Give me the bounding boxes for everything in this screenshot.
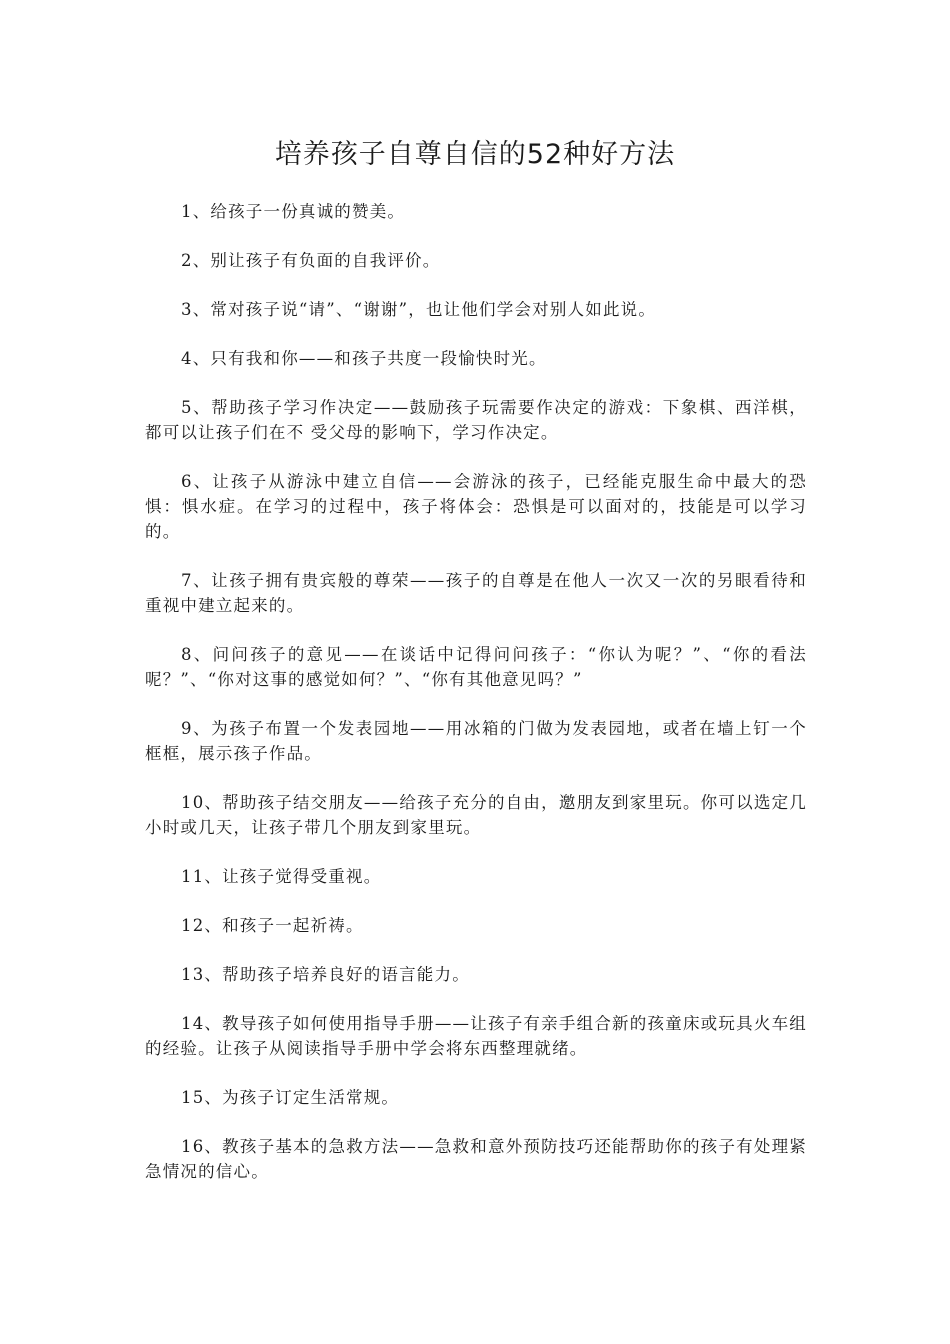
paragraph-10: 10、帮助孩子结交朋友——给孩子充分的自由，邀朋友到家里玩。你可以选定几小时或几天，让孩子带几个朋友到家里玩。 xyxy=(145,793,807,837)
paragraph-7: 7、让孩子拥有贵宾般的尊荣——孩子的自尊是在他人一次又一次的另眼看待和重视中建立起来的。 xyxy=(145,571,807,615)
paragraph-1: 1、给孩子一份真诚的赞美。 xyxy=(181,202,406,221)
paragraph-2: 2、别让孩子有负面的自我评价。 xyxy=(181,251,441,270)
paragraph-8: 8、问问孩子的意见——在谈话中记得问问孩子：“你认为呢？”、“你的看法呢？”、“你对这事的感觉如何？”、“你有其他意见吗？” xyxy=(145,645,807,689)
document-body xyxy=(145,199,807,1208)
paragraph-5: 5、帮助孩子学习作决定——鼓励孩子玩需要作决定的游戏：下象棋、西洋棋，都可以让孩子们在不 受父母的影响下，学习作决定。 xyxy=(145,398,807,442)
paragraph-15: 15、为孩子订定生活常规。 xyxy=(181,1088,400,1107)
paragraph-9: 9、为孩子布置一个发表园地——用冰箱的门做为发表园地，或者在墙上钉一个框框，展示孩子作品。 xyxy=(145,719,807,763)
paragraph-3: 3、常对孩子说“请”、“谢谢”，也让他们学会对别人如此说。 xyxy=(181,300,657,319)
paragraph-16: 16、教孩子基本的急救方法——急救和意外预防技巧还能帮助你的孩子有处理紧急情况的信心。 xyxy=(145,1137,807,1181)
paragraph-14: 14、教导孩子如何使用指导手册——让孩子有亲手组合新的孩童床或玩具火车组的经验。让孩子从阅读指导手册中学会将东西整理就绪。 xyxy=(145,1014,807,1058)
paragraph-4: 4、只有我和你——和孩子共度一段愉快时光。 xyxy=(181,349,547,368)
paragraph-12: 12、和孩子一起祈祷。 xyxy=(181,916,364,935)
document-title: 培养孩子自尊自信的52种好方法 xyxy=(274,139,676,170)
paragraph-13: 13、帮助孩子培养良好的语言能力。 xyxy=(181,965,470,984)
paragraph-6: 6、让孩子从游泳中建立自信——会游泳的孩子，已经能克服生命中最大的恐惧：惧水症。在学习的过程中，孩子将体会：恐惧是可以面对的，技能是可以学习的。 xyxy=(145,472,807,541)
paragraph-11: 11、让孩子觉得受重视。 xyxy=(181,867,382,886)
